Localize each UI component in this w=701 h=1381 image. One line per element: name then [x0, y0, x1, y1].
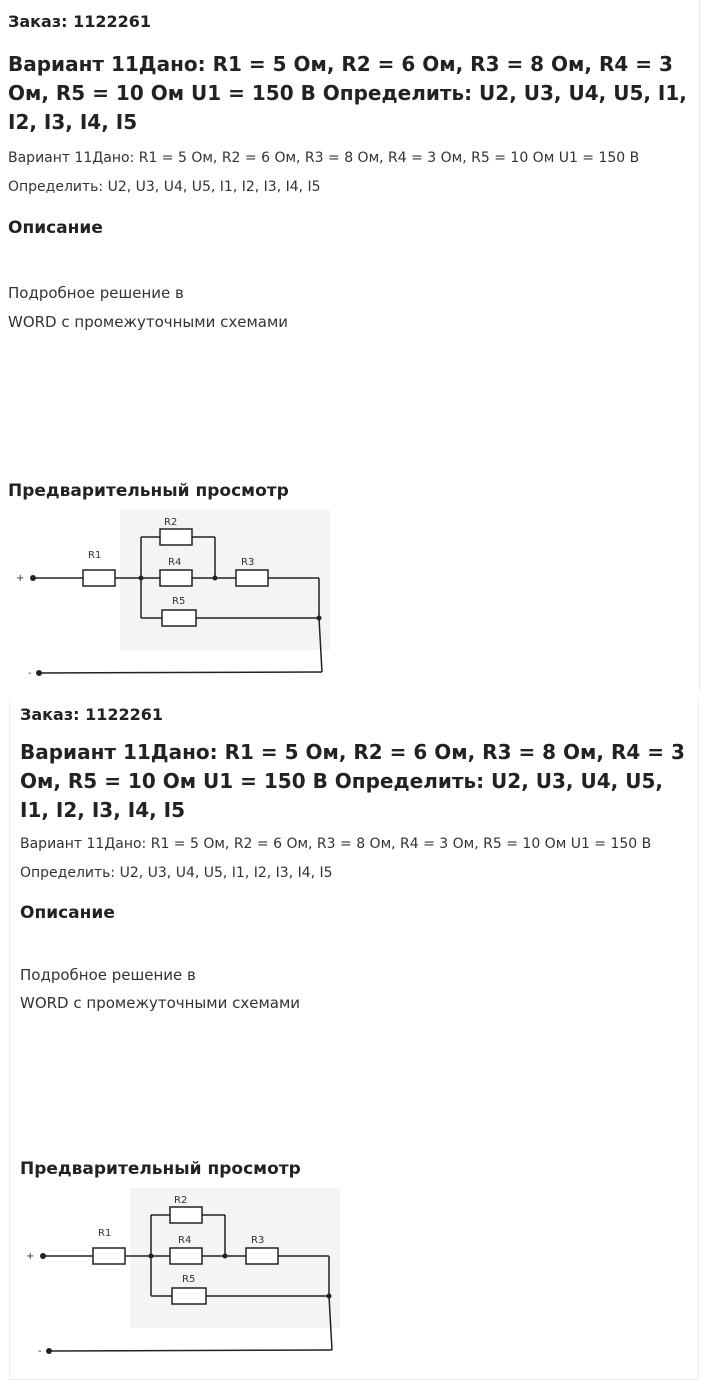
label-r2: R2: [164, 517, 178, 528]
description-line-1: Подробное решение в: [20, 966, 196, 984]
order-number: Заказ: 1122261: [20, 705, 164, 724]
order-title: Вариант 11Дано: R1 = 5 Ом, R2 = 6 Ом, R3 = 8 Ом, R4 = 3 Ом, R5 = 10 Ом U1 = 150 В Определить: U2, U3, U4, U5, I1, I2, I3, I4, I5: [8, 52, 687, 134]
description-line-1: Подробное решение в: [8, 284, 184, 302]
order-text: Вариант 11Дано: R1 = 5 Ом, R2 = 6 Ом, R3 = 8 Ом, R4 = 3 Ом, R5 = 10 Ом U1 = 150 В Определить: U2, U3, U4, U5, I1, I2, I3, I4, I5: [8, 150, 640, 195]
label-r3: R3: [241, 557, 255, 568]
order-card-1: [0, 0, 700, 690]
preview-heading: Предварительный просмотр: [20, 1159, 301, 1179]
label-plus: +: [16, 573, 25, 584]
description-line-2: WORD с промежуточными схемами: [8, 313, 289, 331]
label-r5: R5: [172, 596, 186, 607]
description-heading: Описание: [20, 903, 115, 923]
label-r3: R3: [251, 1235, 265, 1246]
label-r2: R2: [174, 1195, 188, 1206]
description-heading: Описание: [8, 218, 103, 238]
label-r5: R5: [182, 1274, 196, 1285]
label-minus: -: [28, 668, 32, 679]
circuit-schematic: [20, 1188, 340, 1363]
order-card-2: [9, 700, 699, 1380]
order-text: Вариант 11Дано: R1 = 5 Ом, R2 = 6 Ом, R3 = 8 Ом, R4 = 3 Ом, R5 = 10 Ом U1 = 150 В Определить: U2, U3, U4, U5, I1, I2, I3, I4, I5: [20, 836, 652, 881]
preview-heading: Предварительный просмотр: [8, 481, 289, 501]
order-title: Вариант 11Дано: R1 = 5 Ом, R2 = 6 Ом, R3 = 8 Ом, R4 = 3 Ом, R5 = 10 Ом U1 = 150 В Определить: U2, U3, U4, U5, I1, I2, I3, I4, I5: [20, 740, 685, 822]
label-plus: +: [26, 1251, 35, 1262]
order-number: Заказ: 1122261: [8, 12, 152, 31]
label-minus: -: [38, 1346, 42, 1357]
label-r4: R4: [168, 557, 182, 568]
description-line-2: WORD с промежуточными схемами: [20, 994, 301, 1012]
label-r4: R4: [178, 1235, 192, 1246]
label-r1: R1: [98, 1228, 112, 1239]
circuit-schematic: [10, 510, 330, 685]
label-r1: R1: [88, 550, 102, 561]
